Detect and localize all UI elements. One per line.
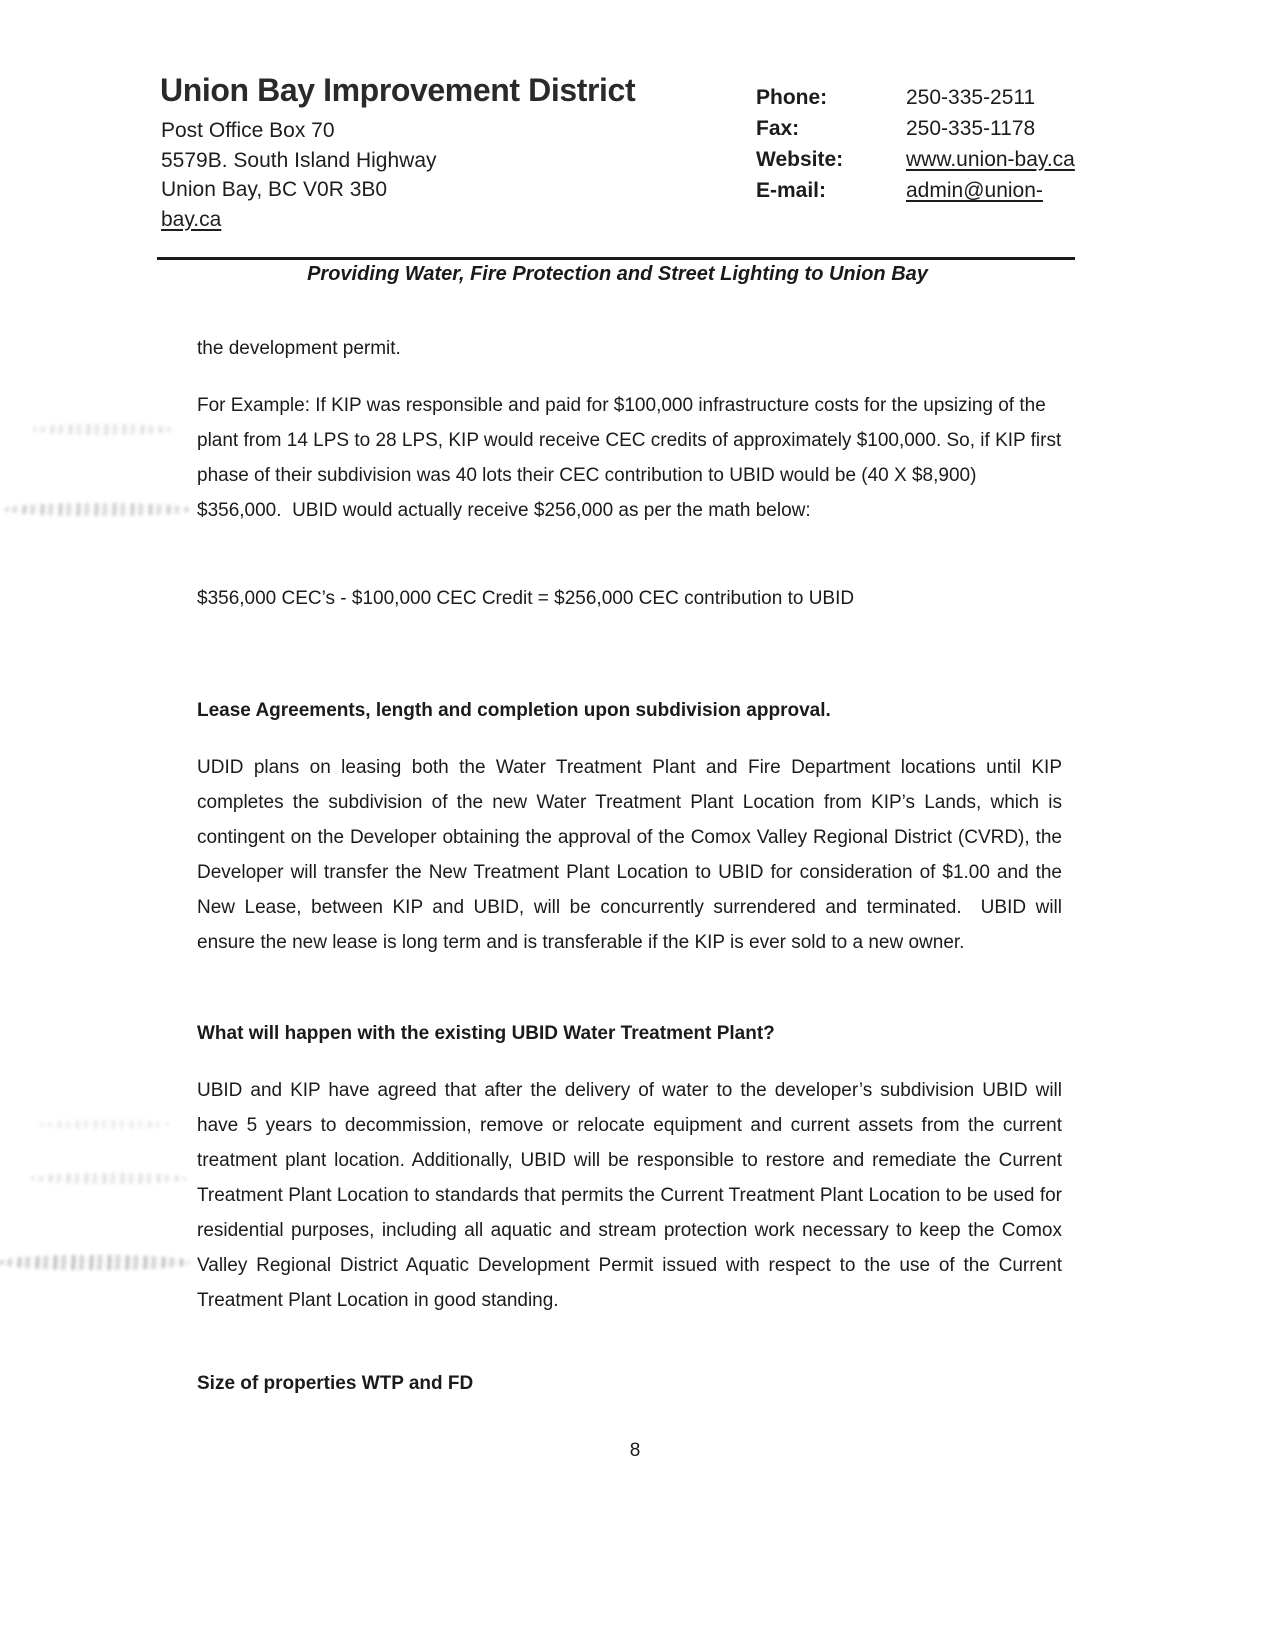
contact-info-block bbox=[756, 82, 1075, 206]
contact-row-fax bbox=[756, 113, 1075, 144]
paragraph-lease: UDID plans on leasing both the Water Treatment Plant and Fire Department locations until KIP completes the subdivision of the new Water Treatment Plant Location from KIP’s Lands, which is contingent on the Developer obtaining the approval of the Comox Valley Regional District (CVRD), the Developer will transfer the New Treatment Plant Location to UBID for consideration of $1.00 and the New Lease, between KIP and UBID, will be concurrently surrendered and terminated. UBID will ensure the new lease is long term and is transferable if the KIP is ever sold to a new owner. bbox=[197, 757, 1062, 953]
contact-row-email bbox=[756, 175, 1075, 206]
address-line-street: 5579B. South Island Highway bbox=[161, 148, 437, 172]
website-label: Website: bbox=[756, 148, 844, 171]
scan-smudge bbox=[33, 424, 173, 435]
page-number: 8 bbox=[629, 1440, 641, 1461]
paragraph-cec-example: For Example: If KIP was responsible and paid for $100,000 infrastructure costs for the upsizing of the plant from 14 LPS to 28 LPS, KIP would receive CEC credits of approximately $100,000. So, if KIP first phase of their subdivision was 40 lots their CEC contribution to UBID would be (40 X $8,900) $356,000. UBID would actually receive $256,000 as per the math below: bbox=[197, 395, 1062, 521]
scan-smudge bbox=[0, 1255, 190, 1270]
paragraph-existing-wtp: UBID and KIP have agreed that after the delivery of water to the developer’s subdivision UBID will have 5 years to decommission, remove or relocate equipment and current assets from the current treatment plant location. Additionally, UBID will be responsible to restore and remediate the Current Treatment Plant Location to standards that permits the Current Treatment Plant Location to be used for residential purposes, including all aquatic and stream protection work necessary to keep the Comox Valley Regional District Aquatic Development Permit issued with respect to the use of the Current Treatment Plant Location in good standing. bbox=[197, 1080, 1062, 1311]
phone-label: Phone: bbox=[756, 86, 828, 109]
org-address-block bbox=[161, 116, 437, 234]
tagline: Providing Water, Fire Protection and Street Lighting to Union Bay bbox=[307, 263, 928, 285]
scan-smudge bbox=[31, 1173, 187, 1184]
fax-label: Fax: bbox=[756, 117, 800, 140]
phone-value: 250-335-2511 bbox=[906, 86, 1036, 109]
paragraph-development-permit: the development permit. bbox=[197, 338, 401, 359]
scan-smudge bbox=[40, 1120, 170, 1129]
fax-value: 250-335-1178 bbox=[906, 117, 1036, 140]
cec-equation: $356,000 CEC’s - $100,000 CEC Credit = $256,000 CEC contribution to UBID bbox=[197, 588, 855, 609]
header-divider bbox=[157, 257, 1075, 260]
contact-row-phone bbox=[756, 82, 1075, 113]
email-value: admin@union- bbox=[906, 179, 1043, 202]
contact-row-website bbox=[756, 144, 1075, 175]
heading-size-of-properties: Size of properties WTP and FD bbox=[197, 1373, 474, 1394]
address-line-city: Union Bay, BC V0R 3B0 bbox=[161, 178, 388, 201]
org-name: Union Bay Improvement District bbox=[160, 72, 636, 108]
heading-lease-agreements: Lease Agreements, length and completion upon subdivision approval. bbox=[197, 700, 831, 721]
heading-existing-wtp: What will happen with the existing UBID Water Treatment Plant? bbox=[197, 1023, 775, 1044]
address-line-po-box: Post Office Box 70 bbox=[161, 119, 335, 142]
email-label: E-mail: bbox=[756, 179, 827, 202]
email-continuation-text: bay.ca bbox=[161, 207, 222, 231]
website-value: www.union-bay.ca bbox=[906, 148, 1075, 171]
scan-smudge bbox=[5, 503, 191, 516]
